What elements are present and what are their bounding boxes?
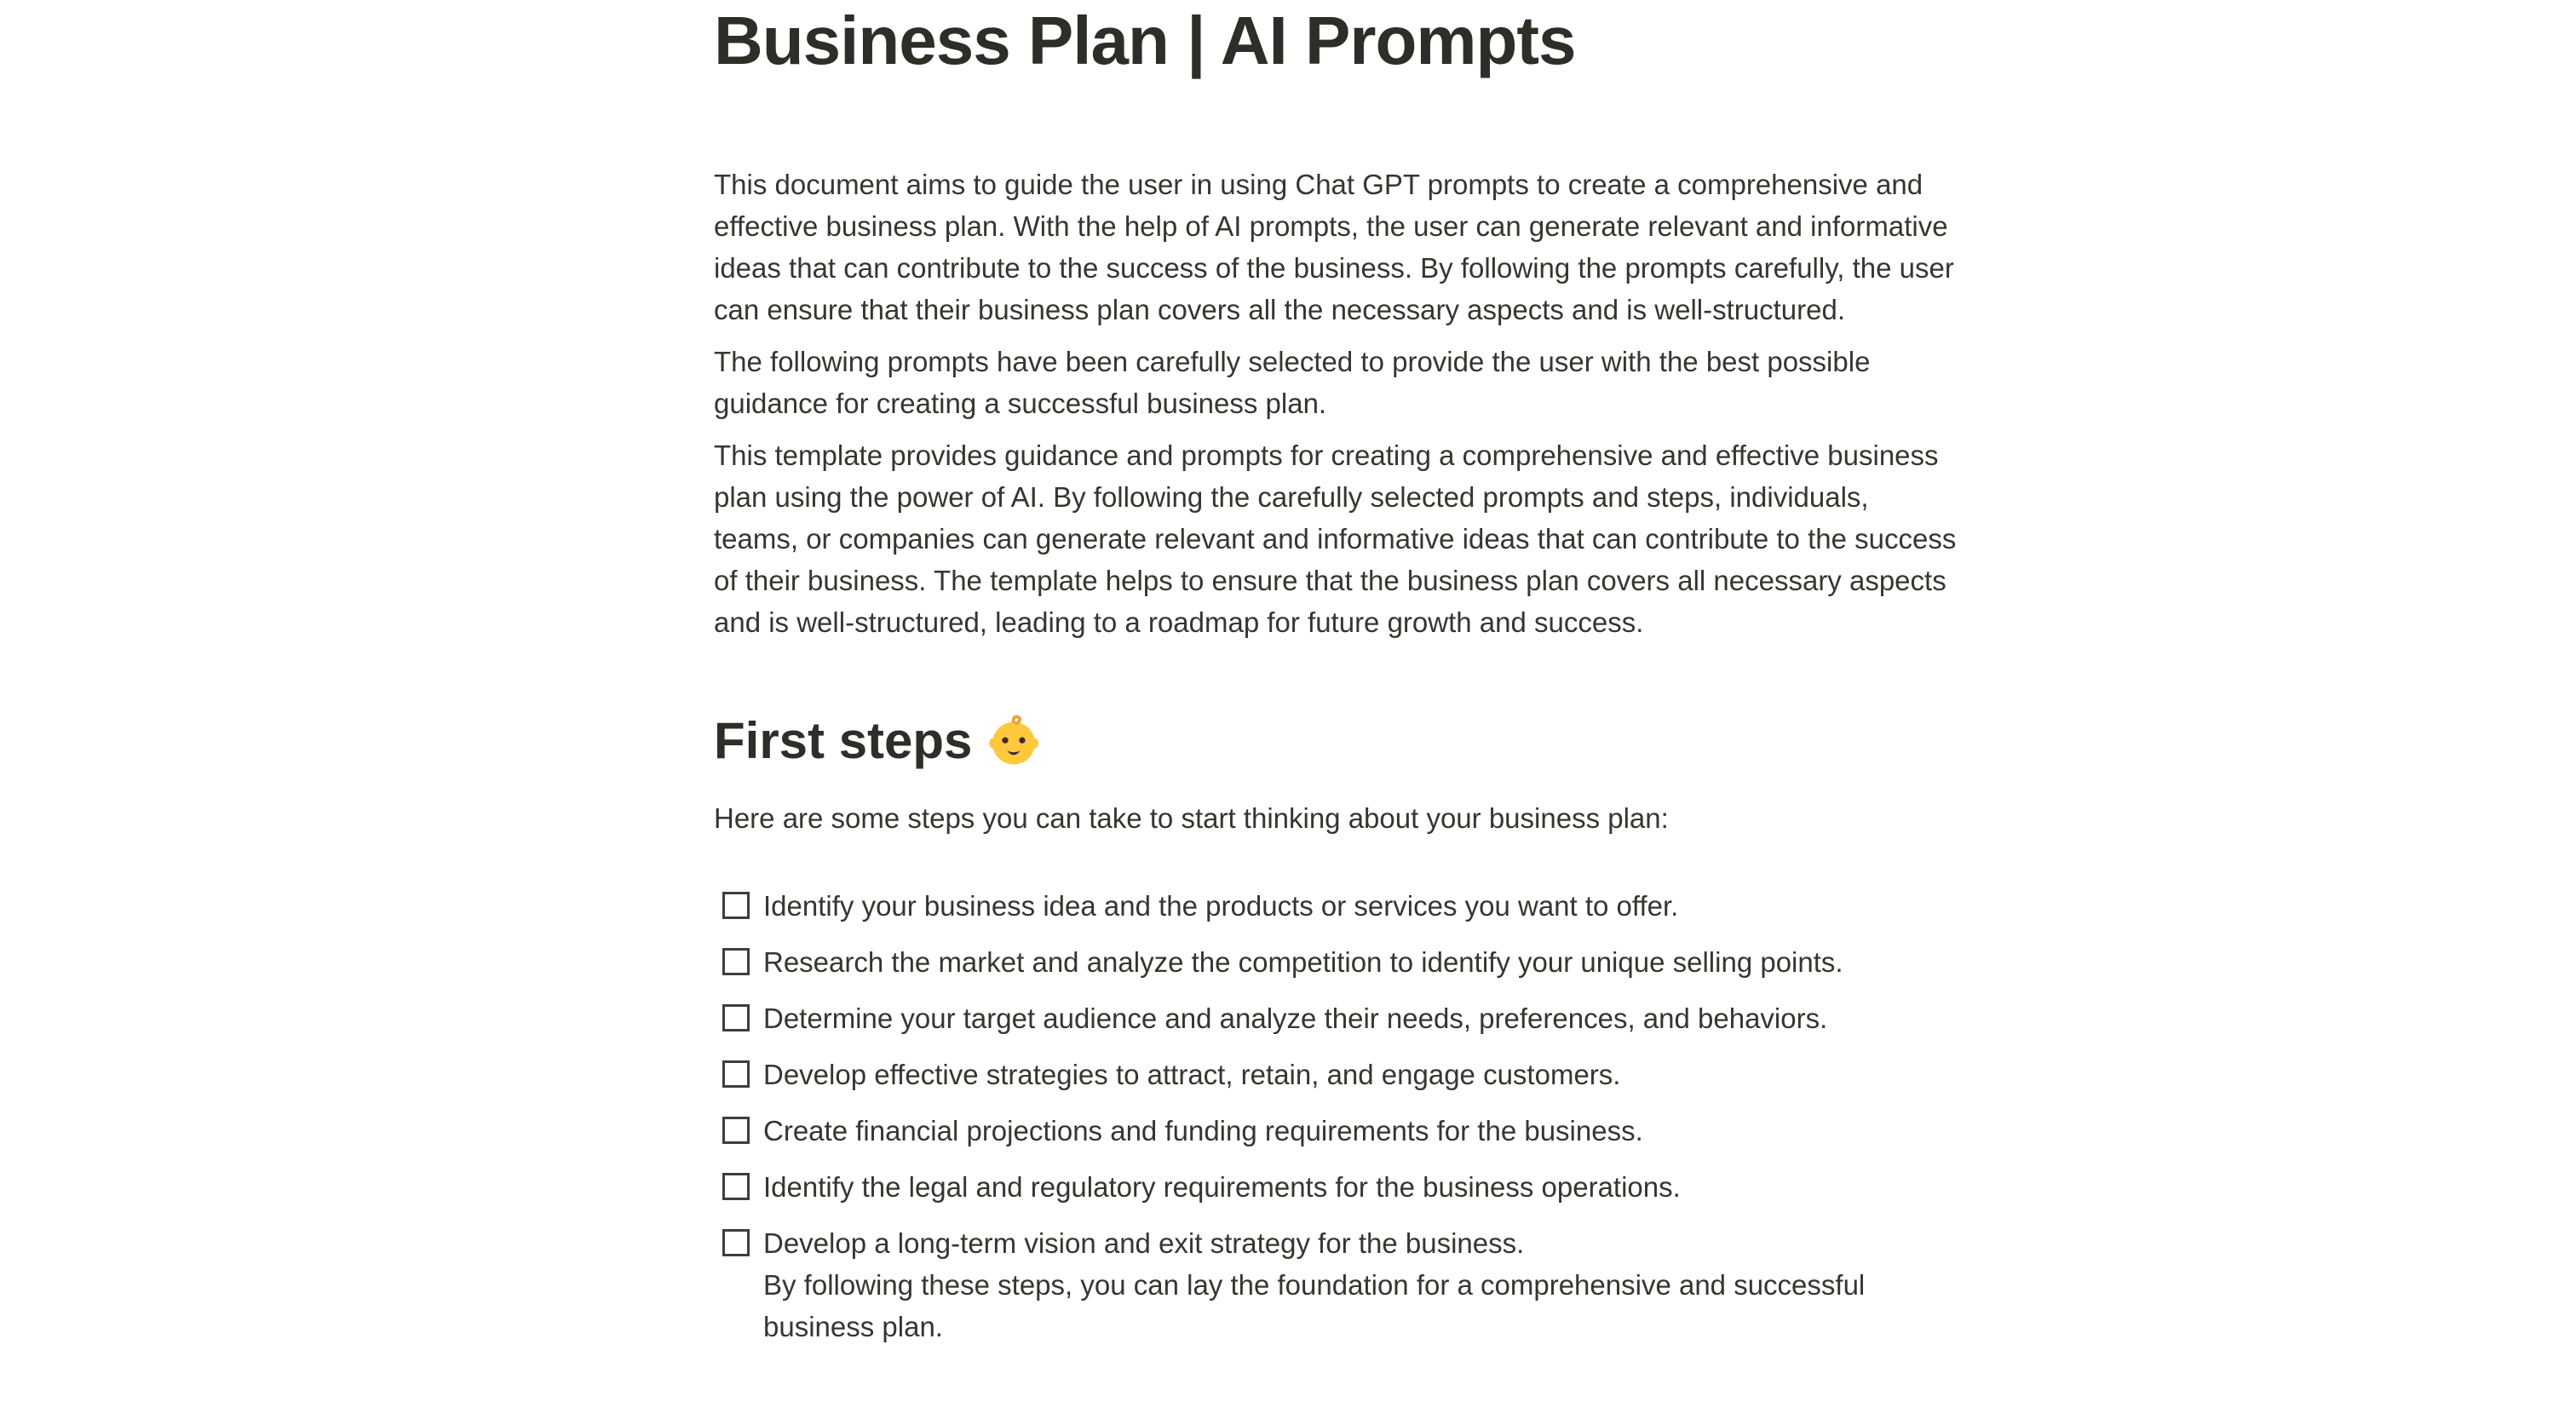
todo-label-1: Identify your business idea and the products or services you want to offer. xyxy=(763,890,1679,922)
todo-list xyxy=(714,878,1958,1355)
todo-item-2 xyxy=(714,934,1958,991)
todo-item-5 xyxy=(714,1103,1958,1159)
todo-label-7 xyxy=(763,1222,1958,1347)
steps-intro-text: Here are some steps you can take to start thinking about your business plan: xyxy=(714,802,1669,834)
section-heading-label: First steps xyxy=(714,712,973,769)
section-heading-first-steps xyxy=(714,709,1958,773)
intro-paragraph-3: This template provides guidance and prompts for creating a comprehensive and effective business plan using the power of AI. By following the carefully selected prompts and steps, individuals, teams, or companies can generate relevant and informative ideas that can contribute to the success of their business. The template helps to ensure that the business plan covers all necessary aspects and is well-structured, leading to a roadmap for future growth and success. xyxy=(714,440,1957,638)
todo-label-6: Identify the legal and regulatory requirements for the business operations. xyxy=(763,1171,1681,1203)
baby-emoji-icon xyxy=(987,715,1040,767)
document-page xyxy=(714,0,1958,1355)
page-title: Business Plan | AI Prompts xyxy=(714,3,1576,78)
todo-label-4: Develop effective strategies to attract, retain, and engage customers. xyxy=(763,1059,1621,1090)
todo-checkbox-1[interactable] xyxy=(722,892,750,919)
todo-checkbox-7[interactable] xyxy=(722,1229,750,1256)
todo-label-2: Research the market and analyze the competition to identify your unique selling points. xyxy=(763,946,1843,978)
todo-checkbox-2[interactable] xyxy=(722,948,750,975)
todo-item-3 xyxy=(714,991,1958,1047)
todo-item-6 xyxy=(714,1159,1958,1215)
todo-label-7-text: Develop a long-term vision and exit strategy for the business. xyxy=(763,1227,1525,1259)
todo-item-1 xyxy=(714,878,1958,934)
todo-item-7 xyxy=(714,1215,1958,1355)
todo-followup-text: By following these steps, you can lay the foundation for a comprehensive and successful business plan. xyxy=(763,1269,1866,1342)
todo-item-4 xyxy=(714,1047,1958,1103)
todo-checkbox-6[interactable] xyxy=(722,1173,750,1200)
todo-checkbox-5[interactable] xyxy=(722,1117,750,1144)
intro-paragraph-1: This document aims to guide the user in using Chat GPT prompts to create a comprehensive and effective business plan. With the help of AI prompts, the user can generate relevant and informative ideas that can contribute to the success of the business. By following the prompts carefully, the user can ensure that their business plan covers all the necessary aspects and is well-structured. xyxy=(714,169,1954,325)
todo-label-5: Create financial projections and funding requirements for the business. xyxy=(763,1115,1643,1146)
todo-checkbox-4[interactable] xyxy=(722,1060,750,1088)
intro-paragraph-2: The following prompts have been carefully selected to provide the user with the best possible guidance for creating a successful business plan. xyxy=(714,346,1871,419)
todo-checkbox-3[interactable] xyxy=(722,1004,750,1031)
todo-label-3: Determine your target audience and analyze their needs, preferences, and behaviors. xyxy=(763,1003,1828,1034)
